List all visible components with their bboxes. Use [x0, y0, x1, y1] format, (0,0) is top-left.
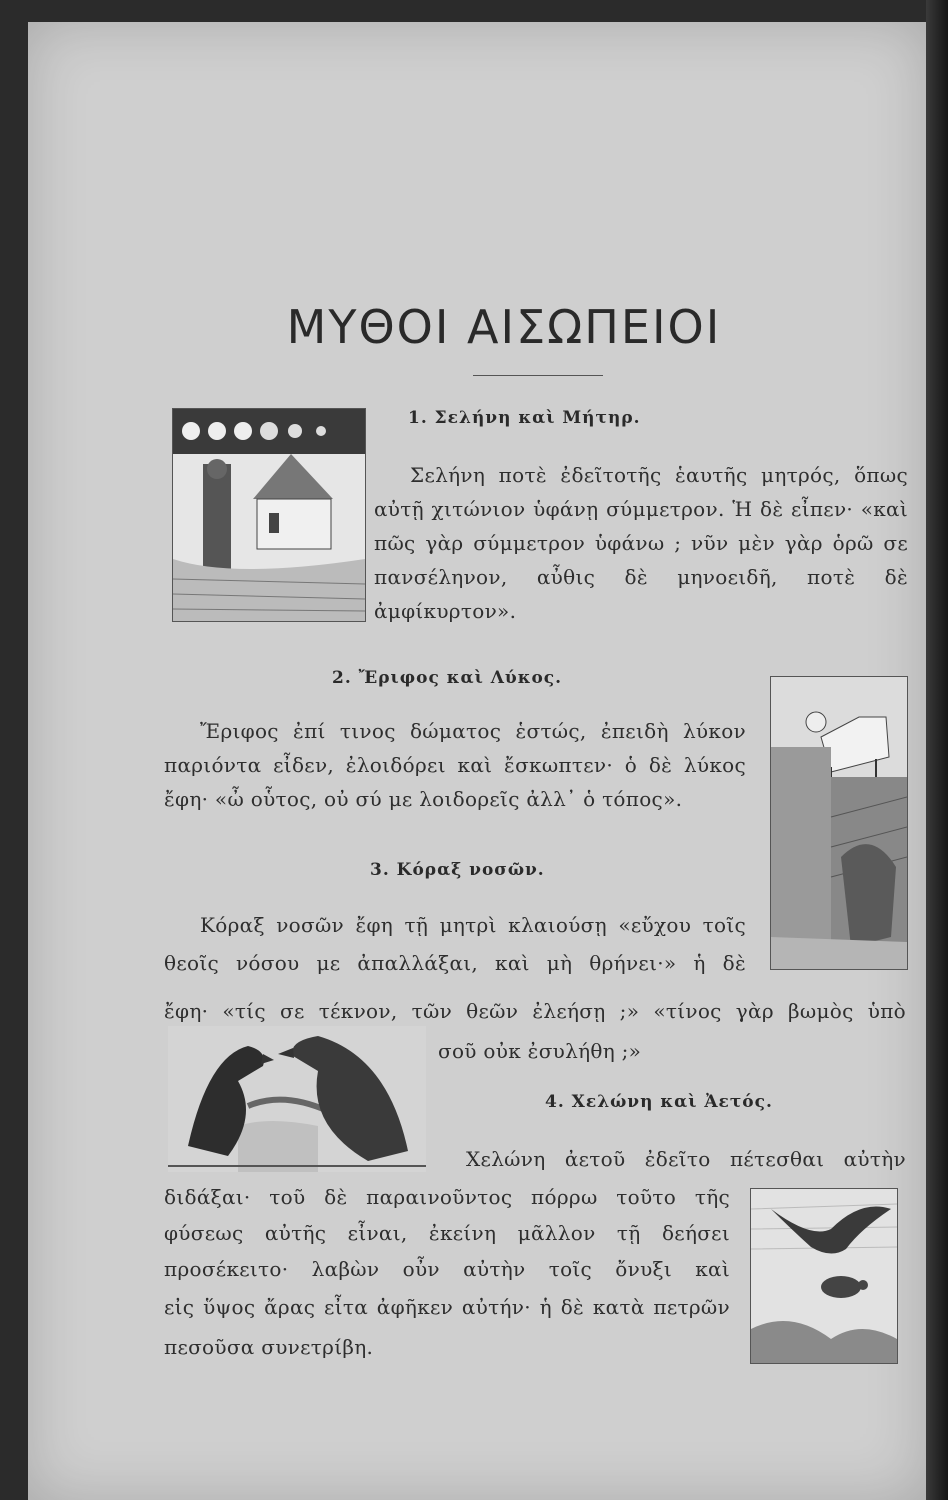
- fable-3-line-2: θεοῖς νόσου με ἀπαλλάξαι, καὶ μὴ θρήνει·» ἡ δὲ: [164, 951, 746, 975]
- illustration-sick-raven-and-mother: [168, 1026, 426, 1172]
- fable-1-text: Σελήνη ποτὲ ἐδεῖτοτῆς ἑαυτῆς μητρός, ὅπως αὐτῇ χιτώνιον ὑφάνῃ σύμμετρον. Ἡ δὲ εἶπεν· «καὶ πῶς γὰρ σύμμετρον ὑφάνω ; νῦν μὲν γὰρ ὁρῶ σε πανσέληνον, αὖθις δὲ μηνοειδῆ, ποτὲ δὲ ἀμφίκυρτον».: [374, 463, 908, 623]
- fable-2-text: Ἔριφος ἐπί τινος δώματος ἑστώς, ἐπειδὴ λύκον παριόντα εἶδεν, ἐλοιδόρει καὶ ἔσκωπτεν· ὁ δὲ λύκος ἔφη· «ὦ οὗτος, οὐ σύ με λοιδορεῖς ἀλλ᾽ ὁ τόπος».: [164, 719, 746, 811]
- fable-4-line-3: φύσεως αὐτῆς εἶναι, ἐκείνη μᾶλλον τῇ δεήσει: [164, 1221, 730, 1245]
- illustration-moon-and-mother: [172, 408, 366, 622]
- illustration-tortoise-and-eagle: [750, 1188, 898, 1364]
- fable-4-line-5: εἰς ὕψος ἄρας εἶτα ἀφῆκεν αὐτήν· ἡ δὲ κατὰ πετρῶν: [164, 1295, 730, 1319]
- fable-3-heading: 3. Κόραξ νοσῶν.: [370, 860, 545, 880]
- fable-4-line-2: διδάξαι· τοῦ δὲ παραινοῦντος πόρρω τοῦτο τῆς: [164, 1185, 730, 1209]
- fable-3-line-4: σοῦ οὐκ ἐσυλήθη ;»: [438, 1039, 642, 1063]
- fable-4-line-6: πεσοῦσα συνετρίβη.: [164, 1335, 374, 1359]
- illustration-goat-and-wolf: [770, 676, 908, 970]
- fable-3-line-3: ἔφη· «τίς σε τέκνον, τῶν θεῶν ἐλεήσῃ ;» «τίνος γὰρ βωμὸς ὑπὸ: [164, 999, 906, 1023]
- title-rule: [473, 375, 603, 376]
- fable-4-line-1: Χελώνη ἀετοῦ ἐδεῖτο πέτεσθαι αὐτὴν: [466, 1147, 906, 1171]
- fable-3-line-1: Κόραξ νοσῶν ἔφη τῇ μητρὶ κλαιούσῃ «εὔχου τοῖς: [200, 913, 746, 937]
- fable-2-heading: 2. Ἔριφος καὶ Λύκος.: [332, 668, 563, 688]
- fable-4-heading: 4. Χελώνη καὶ Ἀετός.: [545, 1092, 773, 1112]
- page-title: ΜΥΘΟΙ ΑΙΣΩΠΕΙΟΙ: [286, 300, 722, 354]
- page-edge: [926, 0, 948, 1500]
- fable-4-line-4: προσέκειτο· λαβὼν οὖν αὐτὴν τοῖς ὄνυξι καὶ: [164, 1257, 730, 1281]
- fable-1-heading: 1. Σελήνη καὶ Μήτηρ.: [408, 408, 641, 428]
